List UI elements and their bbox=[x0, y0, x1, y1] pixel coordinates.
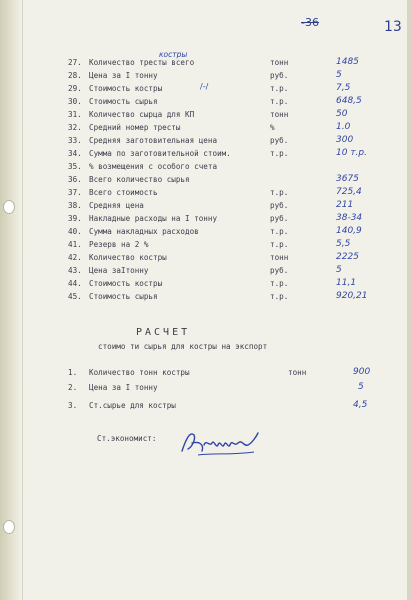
row-unit: руб. bbox=[270, 201, 289, 210]
punch-hole bbox=[3, 520, 15, 534]
list-item bbox=[68, 82, 398, 95]
calc-title: РАСЧЕТ bbox=[136, 327, 191, 338]
row-label: Резерв на 2 % bbox=[89, 240, 149, 249]
row-label: Стоимость костры bbox=[89, 84, 163, 93]
row-number: 45. bbox=[68, 292, 82, 301]
row-number: 29. bbox=[68, 84, 82, 93]
row-number: 32. bbox=[68, 123, 82, 132]
row-unit: руб. bbox=[270, 136, 289, 145]
list-item bbox=[68, 186, 398, 199]
row-value: 38-34 bbox=[336, 213, 363, 223]
row-value: 920,21 bbox=[336, 291, 368, 301]
row-number: 28. bbox=[68, 71, 82, 80]
row-unit: т.р. bbox=[270, 149, 289, 158]
row-value: 1.0 bbox=[336, 122, 351, 132]
row-unit: т.р. bbox=[270, 240, 289, 249]
row-number: 30. bbox=[68, 97, 82, 106]
row-value: 211 bbox=[336, 200, 354, 210]
row-value: 11,1 bbox=[336, 278, 357, 288]
row-value: 5 bbox=[336, 265, 342, 275]
list-item bbox=[68, 173, 398, 186]
row-unit: т.р. bbox=[270, 227, 289, 236]
row-label: Стоимость сырья bbox=[89, 97, 158, 106]
row-unit: руб. bbox=[270, 266, 289, 275]
row-value: 10 т.р. bbox=[336, 148, 367, 158]
list-item bbox=[68, 381, 398, 394]
row-value: 1485 bbox=[336, 57, 359, 67]
row-label: Средняя цена bbox=[89, 201, 144, 210]
row-value: 900 bbox=[353, 367, 371, 377]
binding-strip bbox=[0, 0, 23, 600]
row-label: Цена заIтонну bbox=[89, 266, 149, 275]
list-item bbox=[68, 238, 398, 251]
list-item bbox=[68, 264, 398, 277]
list-item bbox=[68, 199, 398, 212]
row-label: Средний номер тресты bbox=[89, 123, 181, 132]
row-number: 27. bbox=[68, 58, 82, 67]
row-unit: % bbox=[270, 123, 275, 132]
signature-image bbox=[178, 425, 260, 459]
row-label: Цена за I тонну bbox=[89, 71, 158, 80]
row-value: 50 bbox=[336, 109, 348, 119]
row-number: 37. bbox=[68, 188, 82, 197]
row-number: 42. bbox=[68, 253, 82, 262]
row-number: 40. bbox=[68, 227, 82, 236]
row-label: Стоимость костры bbox=[89, 279, 163, 288]
row-label: Ст.сырье для костры bbox=[89, 401, 176, 410]
row-number: 31. bbox=[68, 110, 82, 119]
row-unit: руб. bbox=[270, 214, 289, 223]
row-unit: тонн bbox=[270, 58, 289, 67]
list-item bbox=[68, 212, 398, 225]
row-unit: тонн bbox=[270, 253, 289, 262]
calc-subtitle: стоимо ти сырья для костры на экспорт bbox=[98, 342, 268, 351]
row-label: Всего количество сырья bbox=[89, 175, 190, 184]
list-item bbox=[68, 147, 398, 160]
row-unit: т.р. bbox=[270, 97, 289, 106]
row-label: Сумма по заготовительной стоим. bbox=[89, 149, 231, 158]
row-value: 140,9 bbox=[336, 226, 362, 236]
list-item bbox=[68, 121, 398, 134]
list-item bbox=[68, 399, 398, 412]
signature-label: Ст.экономист: bbox=[97, 434, 157, 443]
row-number: 1. bbox=[68, 368, 78, 377]
row-value: 725,4 bbox=[336, 187, 362, 197]
list-item bbox=[68, 69, 398, 82]
list-item bbox=[68, 56, 398, 69]
list-item bbox=[68, 225, 398, 238]
row-value: 648,5 bbox=[336, 96, 362, 106]
row-number: 34. bbox=[68, 149, 82, 158]
list-item bbox=[68, 290, 398, 303]
row-unit: тонн bbox=[270, 110, 289, 119]
struck-page-number: -36 bbox=[301, 16, 319, 29]
row-value: 3675 bbox=[336, 174, 359, 184]
page-edge bbox=[407, 0, 411, 600]
row-label: Количество тресты всего bbox=[89, 58, 195, 67]
row-label: Накладные расходы на I тонну bbox=[89, 214, 218, 223]
row-label: % возмещения с особого счета bbox=[89, 162, 218, 171]
row-unit: т.р. bbox=[270, 188, 289, 197]
handwritten-mark: /-/ bbox=[200, 82, 209, 91]
row-unit: т.р. bbox=[270, 292, 289, 301]
row-unit: т.р. bbox=[270, 84, 289, 93]
row-value: 4,5 bbox=[353, 400, 368, 410]
row-label: Всего стоимость bbox=[89, 188, 158, 197]
list-item bbox=[68, 251, 398, 264]
punch-hole bbox=[3, 200, 15, 214]
row-value: 300 bbox=[336, 135, 354, 145]
row-value: 2225 bbox=[336, 252, 359, 262]
list-item bbox=[68, 134, 398, 147]
row-value: 5 bbox=[336, 70, 342, 80]
row-number: 44. bbox=[68, 279, 82, 288]
handwritten-note: костры bbox=[159, 50, 188, 59]
row-number: 36. bbox=[68, 175, 82, 184]
list-item bbox=[68, 160, 398, 173]
row-unit: т.р. bbox=[270, 279, 289, 288]
row-number: 39. bbox=[68, 214, 82, 223]
row-label: Средняя заготовительная цена bbox=[89, 136, 218, 145]
row-label: Количество костры bbox=[89, 253, 167, 262]
row-label: Количество сырца для КП bbox=[89, 110, 195, 119]
row-label: Количество тонн костры bbox=[89, 368, 190, 377]
row-number: 3. bbox=[68, 401, 78, 410]
row-number: 38. bbox=[68, 201, 82, 210]
row-number: 2. bbox=[68, 383, 78, 392]
row-number: 43. bbox=[68, 266, 82, 275]
row-label: Сумма накладных расходов bbox=[89, 227, 199, 236]
row-label: Стоимость сырья bbox=[89, 292, 158, 301]
list-item bbox=[68, 277, 398, 290]
row-label: Цена за I тонну bbox=[89, 383, 158, 392]
list-item bbox=[68, 95, 398, 108]
page-number: 13 bbox=[384, 19, 402, 35]
row-number: 35. bbox=[68, 162, 82, 171]
row-value: 5 bbox=[358, 382, 364, 392]
row-number: 33. bbox=[68, 136, 82, 145]
list-item bbox=[68, 366, 398, 379]
list-item bbox=[68, 108, 398, 121]
row-value: 5,5 bbox=[336, 239, 351, 249]
row-unit: тонн bbox=[288, 368, 307, 377]
row-number: 41. bbox=[68, 240, 82, 249]
row-unit: руб. bbox=[270, 71, 289, 80]
row-value: 7,5 bbox=[336, 83, 351, 93]
